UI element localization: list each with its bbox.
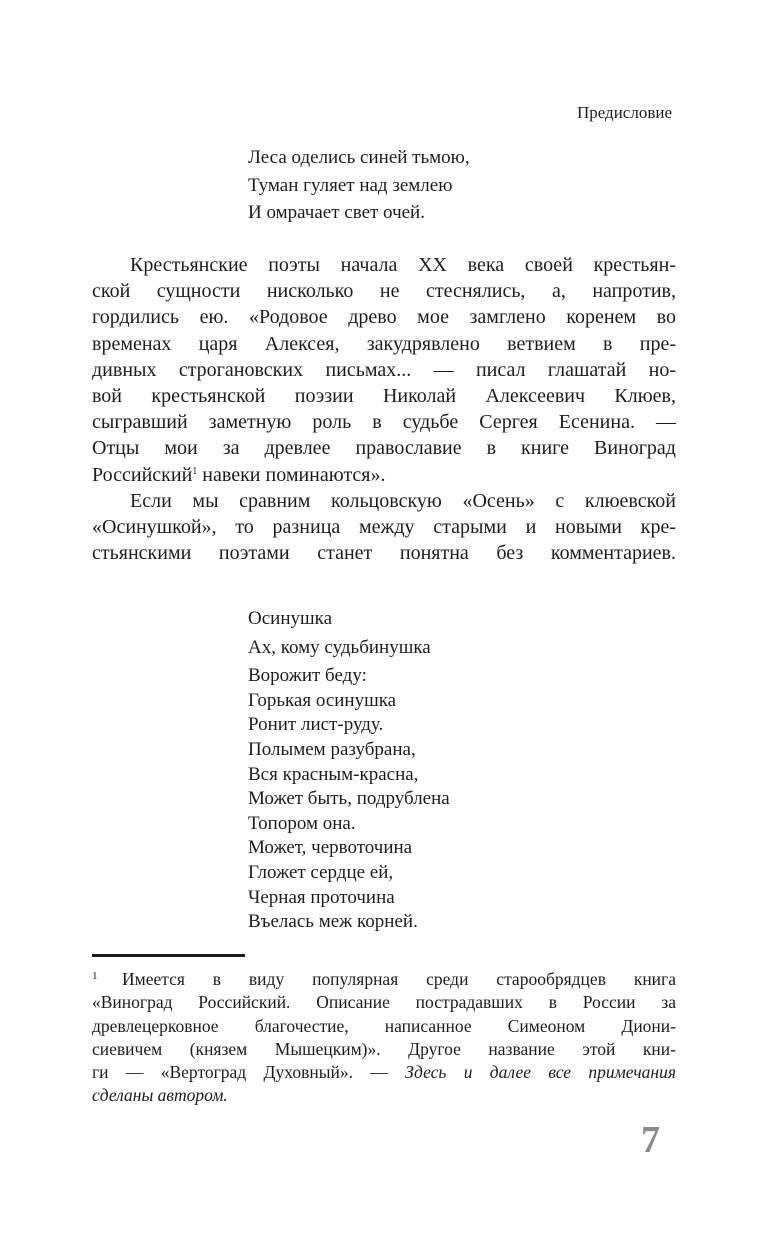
footnote-line: сиевичем (князем Мышецким)». Другое название этой кни-: [92, 1038, 676, 1059]
footnote-line: [92, 1061, 676, 1084]
poem-line: Может, червоточина: [248, 837, 413, 859]
poem-line: Черная проточина: [248, 886, 395, 908]
poem-line: Ронит лист-руду.: [248, 714, 384, 736]
text-fragment: Имеется в виду популярная среди старообрядцев книга: [122, 969, 676, 989]
footnote-marker: 1: [92, 970, 98, 982]
text-line: «Осинушкой», то разница между старыми и новыми кре-: [92, 516, 676, 539]
poem-line: Туман гуляет над землею: [248, 174, 453, 196]
page-number: 7: [641, 1119, 660, 1161]
footnote-line: «Виноград Российский. Описание пострадавших в России за: [92, 992, 676, 1013]
poem-line: Ворожит беду:: [248, 665, 367, 687]
text-line: [92, 462, 676, 488]
text-fragment: Российский: [92, 463, 193, 486]
text-fragment: ги — «Вертоград Духовный». —: [92, 1062, 406, 1083]
poem-line: Топором она.: [248, 812, 356, 834]
italic-note: сделаны автором.: [92, 1085, 228, 1106]
footnote-line: древлецерковное благочестие, написанное Симеоном Диони-: [92, 1015, 676, 1036]
footnote: [92, 965, 676, 1108]
poem-line: Полымем разубрана,: [248, 738, 416, 760]
text-line: Если мы сравним кольцовскую «Осень» с клюевской: [130, 489, 676, 512]
poem-line: И омрачает свет очей.: [248, 202, 425, 223]
footnote-separator: [92, 954, 245, 957]
text-line: Отцы мои за древлее православие в книге Виноград: [92, 437, 676, 460]
text-fragment: навеки поминаются».: [202, 463, 386, 486]
text-line: ской сущности нисколько не стеснялись, а, напротив,: [92, 280, 676, 303]
poem-line: Леса оделись синей тьмою,: [248, 147, 470, 168]
poem-line: Может быть, подрублена: [248, 788, 450, 810]
text-line: гордились ею. «Родовое древо мое замглено коренем во: [92, 306, 676, 329]
body-text: [92, 252, 676, 566]
running-header: Предисловие: [576, 103, 672, 122]
footnote-line: [92, 1084, 676, 1107]
footnote-line: [92, 965, 676, 991]
text-line: временах царя Алексея, закудрявлено ветвием в пре-: [92, 332, 676, 355]
text-line: вой крестьянской поэзии Николай Алексеевич Клюев,: [92, 385, 676, 408]
poem-line: Ах, кому судьбинушка: [248, 636, 431, 658]
poem-line: Гложет сердце ей,: [248, 861, 394, 883]
poem-line: Горькая осинушка: [248, 689, 397, 711]
quoted-poem: [248, 607, 450, 935]
text-line: Крестьянские поэты начала XX века своей крестьян-: [130, 254, 676, 276]
text-line: сыгравший заметную роль в судьбе Сергея Есенина. —: [92, 411, 676, 434]
epigraph-poem: [248, 144, 470, 227]
poem-title: Осинушка: [248, 608, 332, 629]
footnote-reference[interactable]: 1: [192, 465, 198, 477]
text-line: стьянскими поэтами станет понятна без комментариев.: [92, 542, 676, 565]
italic-note: Здесь и далее все примечания: [405, 1062, 676, 1083]
poem-line: Въелась меж корней.: [248, 911, 418, 933]
text-line: дивных строгановских письмах... — писал глашатай но-: [92, 358, 676, 381]
poem-line: Вся красным-красна,: [248, 763, 419, 785]
